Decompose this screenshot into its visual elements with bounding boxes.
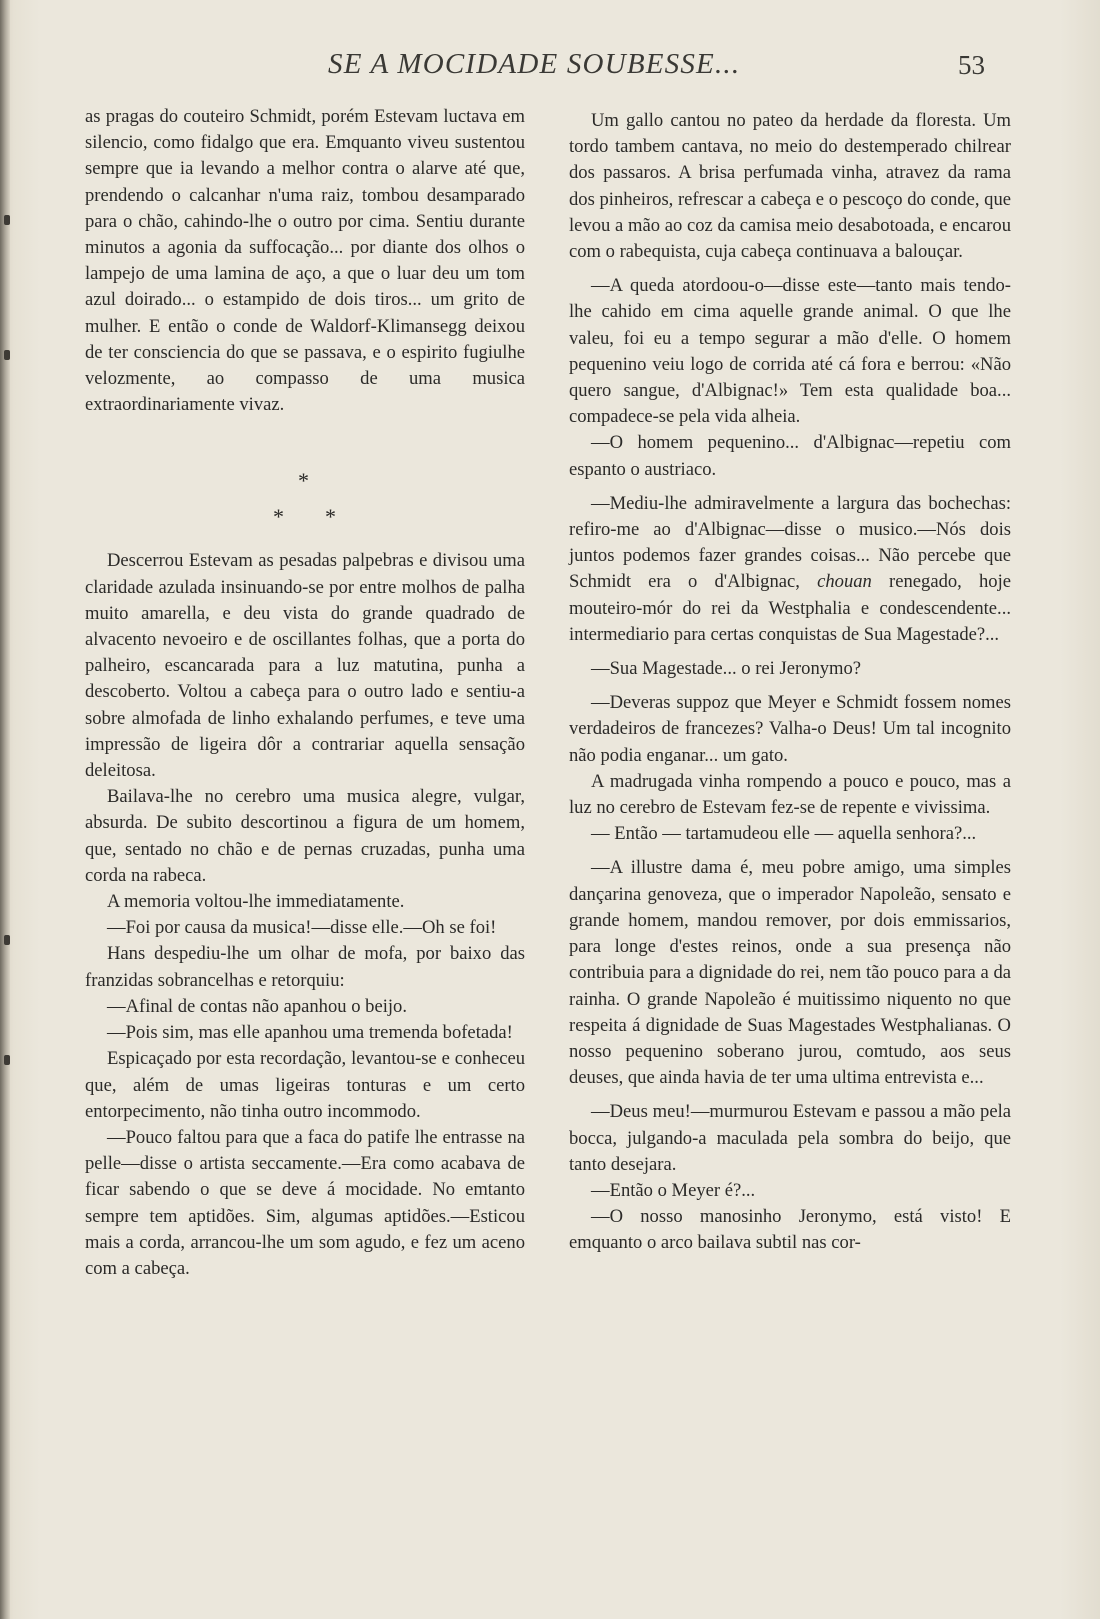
- paragraph: Espicaçado por esta recordação, levantou-se e conheceu que, além de umas ligeiras tonturas e um certo entorpecimento, não tinha outro incommodo.: [85, 1048, 525, 1122]
- paragraph: Descerrou Estevam as pesadas palpebras e divisou uma claridade azulada insinuando-se por entre molhos de palha muito amarella, e deu vista do grande quadrado de alvacento nevoeiro e de oscillantes folhas, que a porta do palheiro, escancarada para a luz matutina, punha a descoberto. Voltou a cabeça para o outro lado e sentiu-a sobre almofada de linho exhalando perfumes, e teve uma impressão de ligeira dôr a contrariar aquella sensação deleitosa.: [85, 550, 525, 782]
- paragraph: A memoria voltou-lhe immediatamente.: [107, 891, 405, 913]
- asterism-divider: [85, 418, 525, 548]
- running-head: [0, 48, 1100, 88]
- paragraph: —Sua Magestade... o rei Jeronymo?: [591, 658, 862, 680]
- paragraph: Hans despediu-lhe um olhar de mofa, por baixo das franzidas sobrancelhas e retorquiu:: [85, 943, 525, 991]
- paragraph: —A illustre dama é, meu pobre amigo, uma simples dançarina genoveza, que o imperador Napoleão, sensato e grande homem, mandou remover, por dois emmissarios, para longe d'estes reinos, onde a sua presença não contribuia para a dignidade do rei, nem tão pouco para a da rainha. O grande Napoleão é muitissimo niquento no que respeita á dignidade de Suas Magestades Westphalianas. O nosso pequenino soberano jurou, comtudo, aos seus deuses, que ainda havia de ter uma ultima entrevista e...: [569, 857, 1011, 1089]
- italic-word: chouan: [817, 571, 872, 593]
- paragraph: —Pouco faltou para que a faca do patife lhe entrasse na pelle—disse o artista seccamente.—Era como acabava de ficar sabendo o que se deve á mocidade. No emtanto sempre tem aptidões. Sim, algumas aptidões.—Esticou mais a corda, arrancou-lhe um som agudo, e fez um aceno com a cabeça.: [85, 1126, 525, 1279]
- margin-mark: [4, 1055, 10, 1065]
- right-column: [569, 108, 1011, 1257]
- paragraph: —O homem pequenino... d'Albignac—repetiu com espanto o austriaco.: [569, 432, 1011, 480]
- paragraph: —A queda atordoou-o—disse este—tanto mais tendo-lhe cahido em cima aquelle grande animal. O que lhe valeu, foi eu a tempo segurar a mão d'elle. O homem pequenino veiu logo de corrida até cá fora e berrou: «Não quero sangue, d'Albignac!» Tem esta qualidade boa... compadece-se pela vida alheia.: [569, 275, 1011, 428]
- asterism-star: *: [298, 468, 309, 494]
- paragraph: —Afinal de contas não apanhou o beijo.: [107, 995, 407, 1017]
- running-title: SE A MOCIDADE SOUBESSE...: [328, 48, 741, 80]
- paragraph: —Foi por causa da musica!—disse elle.—Oh se foi!: [107, 917, 497, 939]
- asterism-star: *: [325, 504, 336, 530]
- asterism-star: *: [273, 504, 284, 530]
- paragraph: —O nosso manosinho Jeronymo, está visto! E emquanto o arco bailava subtil nas cor-: [569, 1206, 1011, 1254]
- page-binding-edge: [0, 0, 10, 1619]
- left-column: [85, 104, 525, 1282]
- page-number: 53: [958, 50, 985, 80]
- margin-mark: [4, 215, 10, 225]
- margin-mark: [4, 935, 10, 945]
- paragraph: — Então — tartamudeou elle — aquella senhora?...: [591, 823, 977, 845]
- paragraph: —Deveras suppoz que Meyer e Schmidt fossem nomes verdadeiros de francezes? Valha-o Deus! Um tal incognito não podia enganar... um gato.: [569, 692, 1011, 766]
- paragraph: Um gallo cantou no pateo da herdade da floresta. Um tordo tambem cantava, no meio do destemperado chilrear dos passaros. A brisa perfumada vinha, atravez da rama dos pinheiros, refrescar a cabeça e o pescoço do conde, que levou a mão ao coz da camisa meio desabotoada, e encarou com o rabequista, cuja cabeça continuava a balouçar.: [569, 110, 1011, 263]
- paragraph: Bailava-lhe no cerebro uma musica alegre, vulgar, absurda. De subito descortinou a figura de um homem, que, sentado no chão e de pernas cruzadas, punha uma corda na rabeca.: [85, 786, 525, 886]
- paragraph-text: —Mediu-lhe admiravelmente a largura das bochechas: refiro-me ao d'Albignac—disse o musico.—Nós dois juntos podemos fazer grandes coisas... Não percebe que Schmidt era o d'Albignac,: [569, 492, 1011, 593]
- paragraph: —Então o Meyer é?...: [591, 1179, 756, 1201]
- paragraph-text: renegado, hoje mouteiro-mór do rei da Westphalia e condescendente... intermediario para certas conquistas de Sua Magestade?...: [569, 571, 1011, 645]
- paragraph: as pragas do couteiro Schmidt, porém Estevam luctava em silencio, como fidalgo que era. Emquanto viveu sustentou sempre que ia levando a melhor contra o alarve até que, prendendo o calcanhar n'uma raiz, tombou desamparado para o chão, cahindo-lhe o outro por cima. Sentiu durante minutos a agonia da suffocação... por diante dos olhos o lampejo de uma lamina de aço, a que o luar deu um tom azul doirado... o estampido de dois tiros... um grito de mulher. E então o conde de Waldorf-Klimansegg deixou de ter consciencia do que se passava, e o espirito fugiulhe velozmente, ao compasso de uma musica extraordinariamente vivaz.: [85, 106, 525, 416]
- margin-mark: [4, 350, 10, 360]
- paragraph: —Pois sim, mas elle apanhou uma tremenda bofetada!: [107, 1022, 513, 1044]
- paragraph: [569, 491, 1011, 648]
- paragraph: A madrugada vinha rompendo a pouco e pouco, mas a luz no cerebro de Estevam fez-se de repente e vivissima.: [569, 770, 1011, 819]
- paragraph: —Deus meu!—murmurou Estevam e passou a mão pela bocca, julgando-a maculada pela sombra do beijo, que tanto desejara.: [569, 1101, 1011, 1175]
